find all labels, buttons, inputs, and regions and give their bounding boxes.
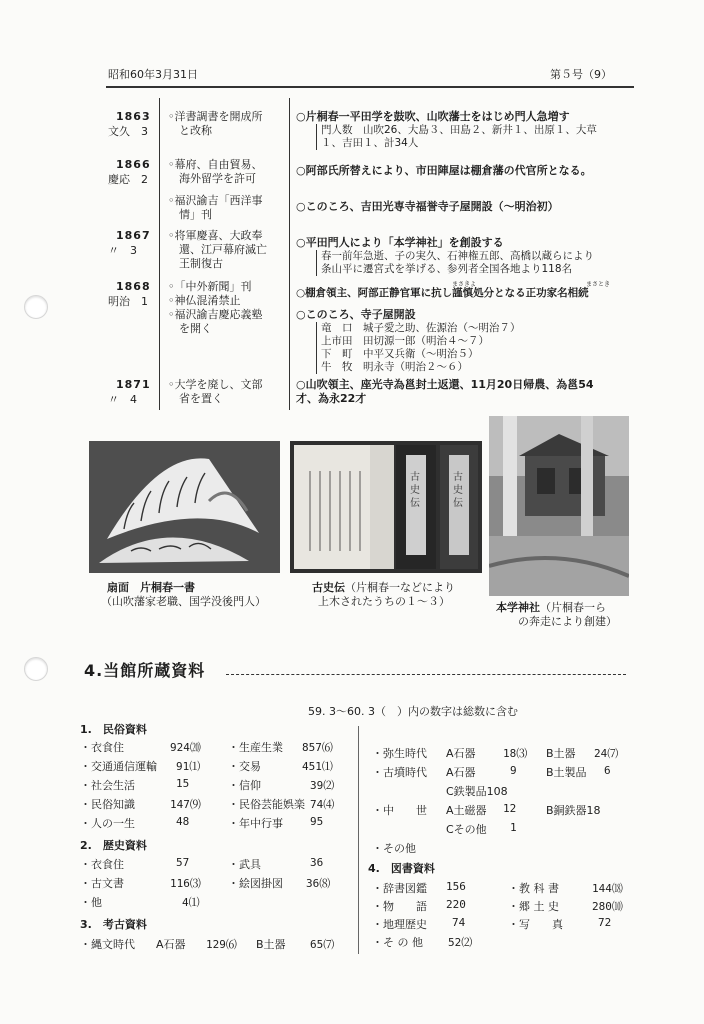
local-event: ○阿部氏所替えにより、市田陣屋は棚倉藩の代官所となる。: [296, 164, 592, 177]
photo-koshiden-books: [290, 441, 482, 573]
list-sub: A石器: [446, 747, 476, 760]
furigana: まさきよ: [452, 281, 477, 288]
list-value: 18⑶: [503, 747, 528, 760]
national-event: ◦将軍慶喜、大政奉 還、江戸幕府滅亡 王制復古: [168, 229, 267, 270]
list-value: 857⑹: [302, 741, 333, 754]
list-item: ・交易: [228, 760, 261, 773]
list-value: 74: [452, 916, 466, 929]
list-item: ・物 語: [372, 900, 427, 913]
list-value: 95: [310, 815, 324, 828]
list-value: 1: [510, 821, 517, 834]
timeline-year: 1863: [116, 110, 151, 123]
photo-caption-koshiden: 古史伝（片桐春一などにより 上木されたうちの１～３）: [312, 581, 455, 608]
section-period: 59. 3～60. 3（ ）内の数字は総数に含む: [308, 705, 518, 718]
list-item: ・古墳時代: [372, 766, 427, 779]
list-value: 129⑹: [206, 938, 237, 951]
furigana: まさとき: [586, 281, 611, 288]
timeline-era: 文久 3: [108, 125, 148, 138]
list-item: ・民俗知識: [80, 798, 135, 811]
photo-caption-fan: 扇面 片桐春一書 （山吹藩家老職、国学没後門人）: [101, 581, 266, 608]
punch-hole-top: [24, 295, 48, 319]
list-item: ・教 科 書: [508, 882, 559, 895]
list-item: ・信仰: [228, 779, 261, 792]
list-value: 144⒅: [592, 882, 623, 895]
list-sub: B銅鉄器18: [546, 804, 601, 817]
national-event: ◦大学を廃し、文部 省を置く: [168, 378, 263, 405]
national-event: ◦幕府、自由貿易、 海外留学を許可: [168, 158, 263, 185]
local-event: ○平田門人により「本学神社」を創設する: [296, 236, 504, 249]
list-item: ・古文書: [80, 877, 124, 890]
arch-heading: 3. 考古資料: [80, 918, 147, 931]
folk-heading: 1. 民俗資料: [80, 723, 147, 736]
timeline-divider-2: [289, 98, 290, 410]
event-detail: 門人数 山吹26、大島３、田島２、新井１、出原１、大草 １、吉田１、計34人: [316, 124, 597, 150]
list-item: ・他: [80, 896, 102, 909]
list-item: ・衣食住: [80, 858, 124, 871]
header-date: 昭和60年3月31日: [108, 68, 198, 81]
list-value: 15: [176, 777, 190, 790]
local-event: ○片桐春一平田学を鼓吹、山吹藩士をはじめ門人急増す: [296, 110, 570, 123]
photo-hongaku-shrine: [489, 416, 629, 596]
section-title: 4.当館所蔵資料: [84, 661, 206, 680]
timeline-year: 1868: [116, 280, 151, 293]
list-item: ・武具: [228, 858, 261, 871]
list-value: 280⑽: [592, 900, 623, 913]
local-event: ○このころ、寺子屋開設: [296, 308, 416, 321]
list-sub: Cその他: [446, 823, 487, 836]
list-item: ・縄文時代: [80, 938, 135, 951]
header-issue: 第５号（9）: [550, 68, 612, 81]
list-sub: A石器: [156, 938, 186, 951]
list-value: 147⑼: [170, 798, 201, 811]
list-value: 9: [510, 764, 517, 777]
national-event: ◦「中外新聞」刊 ◦神仏混淆禁止 ◦福沢諭吉慶応義塾 を開く: [168, 280, 263, 335]
timeline-year: 1867: [116, 229, 151, 242]
timeline-divider-1: [159, 98, 160, 410]
timeline-era: 慶応 2: [108, 173, 148, 186]
photo-fan-calligraphy: [89, 441, 280, 573]
list-item: ・社会生活: [80, 779, 135, 792]
list-value: 156: [446, 880, 466, 893]
punch-hole-bottom: [24, 657, 48, 681]
section-title-rule: [226, 674, 626, 675]
timeline-era: 〃 3: [108, 244, 137, 257]
list-sub: B土器: [256, 938, 286, 951]
list-sub: A土磁器: [446, 804, 487, 817]
list-sub: B土器: [546, 747, 576, 760]
list-value: 220: [446, 898, 466, 911]
list-item: ・中 世: [372, 804, 427, 817]
event-detail: 竜 口 城子愛之助、佐源治（～明治７） 上市田 田切源一郎（明治４～７） 下 町 中平又兵衛（～明治５） 牛 牧 明永寺（明治２～６）: [316, 322, 521, 374]
list-item: ・年中行事: [228, 817, 283, 830]
national-event: ◦福沢諭吉「西洋事 情」刊: [168, 194, 263, 221]
list-value: 451⑴: [302, 760, 333, 773]
books-heading: 4. 図書資料: [368, 862, 435, 875]
list-item: ・交通通信運輸: [80, 760, 157, 773]
list-value: 39⑵: [310, 779, 335, 792]
list-value: 6: [604, 764, 611, 777]
timeline-era: 明治 1: [108, 295, 148, 308]
list-value: 52⑵: [448, 936, 473, 949]
timeline-era: 〃 4: [108, 393, 137, 406]
list-sub: C鉄製品108: [446, 785, 508, 798]
list-sub: B土製品: [546, 766, 587, 779]
list-item: ・その他: [372, 842, 416, 855]
list-value: 36⑻: [306, 877, 331, 890]
list-item: ・辞書図鑑: [372, 882, 427, 895]
list-value: 48: [176, 815, 190, 828]
list-item: ・写 真: [508, 918, 563, 931]
timeline-year: 1871: [116, 378, 151, 391]
list-item: ・そ の 他: [372, 936, 423, 949]
list-sub: A石器: [446, 766, 476, 779]
book-spine-label: 古史伝: [410, 472, 420, 509]
list-value: 65⑺: [310, 938, 335, 951]
photo-caption-shrine: 本学神社（片桐春一ら の奔走により創建）: [496, 601, 617, 628]
column-divider: [358, 726, 359, 954]
event-detail: 春一前年急逝、子の実久、石神権五郎、高橋以蔵らにより 条山平に遷宮式を挙げる、参列者全国各地より118名: [316, 250, 594, 276]
list-value: 924⒇: [170, 741, 201, 754]
list-value: 57: [176, 856, 190, 869]
local-event: ○このころ、吉田光専寺福誉寺子屋開設（～明治初）: [296, 200, 559, 213]
list-item: ・絵図掛図: [228, 877, 283, 890]
list-item: ・地理歴史: [372, 918, 427, 931]
list-value: 36: [310, 856, 324, 869]
local-event: ○山吹領主、座光寺為邕封土返還、11月20日帰農、為邕54 才、為永22才: [296, 378, 594, 405]
history-heading: 2. 歴史資料: [80, 839, 147, 852]
list-value: 4⑴: [182, 896, 200, 909]
list-item: ・生産生業: [228, 741, 283, 754]
list-value: 74⑷: [310, 798, 335, 811]
list-item: ・弥生時代: [372, 747, 427, 760]
list-value: 91⑴: [176, 760, 201, 773]
national-event: ◦洋書調書を開成所 と改称: [168, 110, 263, 137]
list-item: ・郷 土 史: [508, 900, 559, 913]
book-spine-label: 古史伝: [453, 472, 463, 509]
list-item: ・人の一生: [80, 817, 135, 830]
list-value: 24⑺: [594, 747, 619, 760]
list-item: ・衣食住: [80, 741, 124, 754]
list-item: ・民俗芸能娯楽: [228, 798, 305, 811]
local-event: ○棚倉領主、阿部正静官軍に抗し謹慎処分となる正功家名相続: [296, 287, 589, 299]
timeline-year: 1866: [116, 158, 151, 171]
list-value: 72: [598, 916, 612, 929]
list-value: 116⑶: [170, 877, 201, 890]
header-rule: [106, 86, 634, 88]
list-value: 12: [503, 802, 517, 815]
